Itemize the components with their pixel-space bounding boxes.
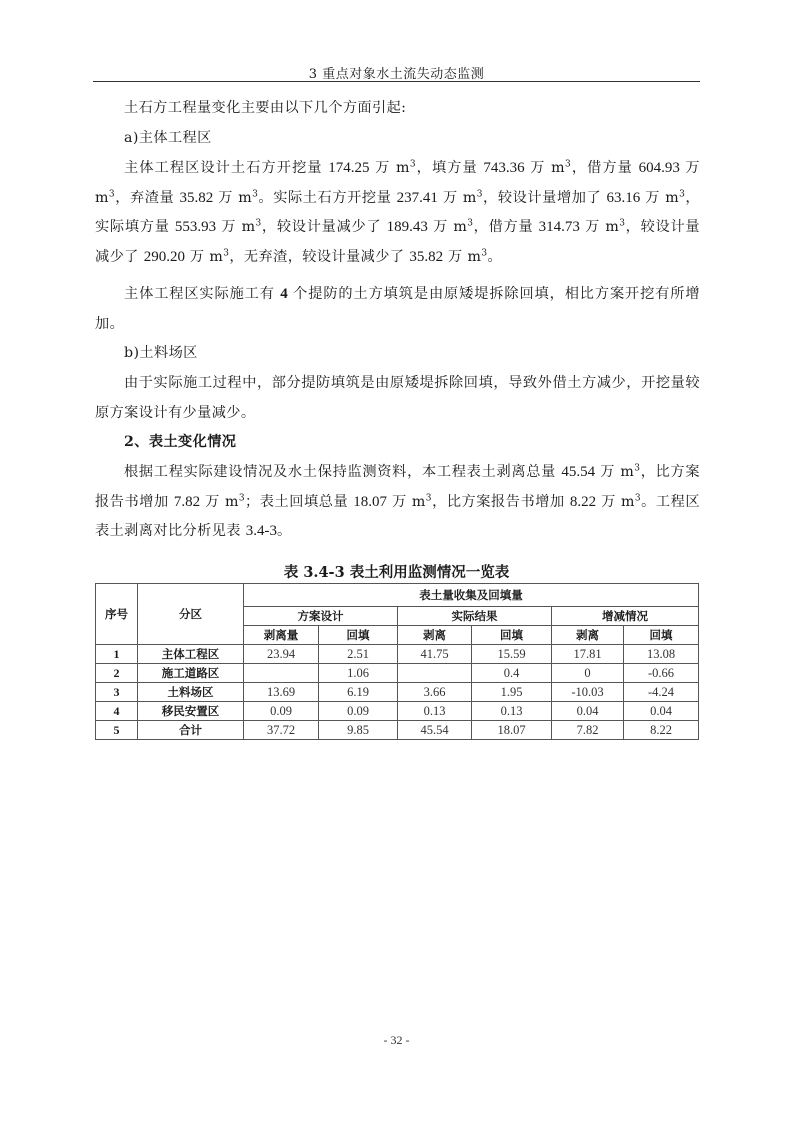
actual-strip-value: 0.13 xyxy=(398,702,472,721)
design-strip-value: 37.72 xyxy=(244,721,319,740)
section-b-title: b)土料场区 xyxy=(124,345,198,361)
table-title: 表 3.4-3 表土利用监测情况一览表 xyxy=(283,564,510,581)
running-header: 3 重点对象水土流失动态监测 xyxy=(308,67,485,82)
change-fill-value: -0.66 xyxy=(624,664,699,683)
paragraph-main-works: 主体工程区设计土石方开挖量 174.25 万 $m^3$，填方量 743.36 万 $m^3$，借方量 604.93 万 $m^3$，弃渣量 35.82 万 $m^3$。实际土石方开挖量 237.41 万 $m^3$，较设计量增加了 63.16 万 $m^3$，实际填方量 553.93 万 $m^3$，较设计量减少了 189.43 万 $m^3$，借方量 314.73 万 $m^3$，较设计量减少了 290.20 万 $m^3$，无弃渣，较设计量减少了 35.82 万 $m^3$。 xyxy=(95,159,701,265)
header-index: 序号 xyxy=(96,584,138,645)
row-index: 1 xyxy=(96,645,138,664)
paragraph-borrow-area: 由于实际施工过程中，部分提防填筑是由原矮堤拆除回填，导致外借土方减少，开挖量较原方案设计有少量减少。 xyxy=(95,375,700,421)
row-index: 5 xyxy=(96,721,138,740)
design-fill-value: 0.09 xyxy=(319,702,398,721)
section-a-title: a)主体工程区 xyxy=(124,130,212,146)
header-change: 增减情况 xyxy=(552,607,699,626)
actual-fill-value: 0.13 xyxy=(472,702,552,721)
actual-fill-value: 18.07 xyxy=(472,721,552,740)
row-index: 4 xyxy=(96,702,138,721)
header-group: 表土量收集及回填量 xyxy=(244,584,699,607)
design-strip-value: 0.09 xyxy=(244,702,319,721)
design-fill-value: 2.51 xyxy=(319,645,398,664)
design-fill-value: 9.85 xyxy=(319,721,398,740)
table-row xyxy=(96,664,699,683)
header-actual: 实际结果 xyxy=(398,607,552,626)
row-zone: 移民安置区 xyxy=(138,702,244,721)
row-zone: 施工道路区 xyxy=(138,664,244,683)
change-strip-value: 0.04 xyxy=(552,702,624,721)
actual-strip-value: 41.75 xyxy=(398,645,472,664)
intro-paragraph: 土石方工程量变化主要由以下几个方面引起: xyxy=(124,100,407,116)
change-strip-value: 0 xyxy=(552,664,624,683)
actual-strip-value xyxy=(398,664,472,683)
header-design-fill: 回填 xyxy=(319,626,398,645)
row-zone: 主体工程区 xyxy=(138,645,244,664)
section-2-title: 2、表土变化情况 xyxy=(124,434,237,450)
change-strip-value: 17.81 xyxy=(552,645,624,664)
header-change-fill: 回填 xyxy=(624,626,699,645)
header-design: 方案设计 xyxy=(244,607,398,626)
row-index: 2 xyxy=(96,664,138,683)
topsoil-table xyxy=(95,583,699,740)
design-strip-value xyxy=(244,664,319,683)
change-fill-value: 8.22 xyxy=(624,721,699,740)
design-fill-value: 6.19 xyxy=(319,683,398,702)
actual-strip-value: 3.66 xyxy=(398,683,472,702)
table-row xyxy=(96,721,699,740)
row-zone: 土料场区 xyxy=(138,683,244,702)
header-design-strip: 剥离量 xyxy=(244,626,319,645)
header-divider xyxy=(93,81,700,82)
paragraph-main-works-actual: 主体工程区实际施工有 4 个提防的土方填筑是由原矮堤拆除回填，相比方案开挖有所增加。 xyxy=(95,286,700,332)
paragraph-topsoil: 根据工程实际建设情况及水土保持监测资料，本工程表土剥离总量 45.54 万 $m^3$，比方案报告书增加 7.82 万 $m^3$；表土回填总量 18.07 万 $m^3$，比方案报告书增加 8.22 万 $m^3$。工程区表土剥离对比分析见表 3.4-3。 xyxy=(95,463,701,539)
table-row xyxy=(96,702,699,721)
actual-fill-value: 15.59 xyxy=(472,645,552,664)
header-actual-strip: 剥离 xyxy=(398,626,472,645)
change-fill-value: 0.04 xyxy=(624,702,699,721)
change-strip-value: -10.03 xyxy=(552,683,624,702)
change-fill-value: -4.24 xyxy=(624,683,699,702)
table-row xyxy=(96,683,699,702)
actual-strip-value: 45.54 xyxy=(398,721,472,740)
header-zone: 分区 xyxy=(138,584,244,645)
page-number: - 32 - xyxy=(383,1033,410,1047)
change-fill-value: 13.08 xyxy=(624,645,699,664)
change-strip-value: 7.82 xyxy=(552,721,624,740)
design-strip-value: 23.94 xyxy=(244,645,319,664)
design-strip-value: 13.69 xyxy=(244,683,319,702)
header-change-strip: 剥离 xyxy=(552,626,624,645)
actual-fill-value: 0.4 xyxy=(472,664,552,683)
table-row xyxy=(96,645,699,664)
header-actual-fill: 回填 xyxy=(472,626,552,645)
row-index: 3 xyxy=(96,683,138,702)
design-fill-value: 1.06 xyxy=(319,664,398,683)
actual-fill-value: 1.95 xyxy=(472,683,552,702)
row-zone: 合计 xyxy=(138,721,244,740)
